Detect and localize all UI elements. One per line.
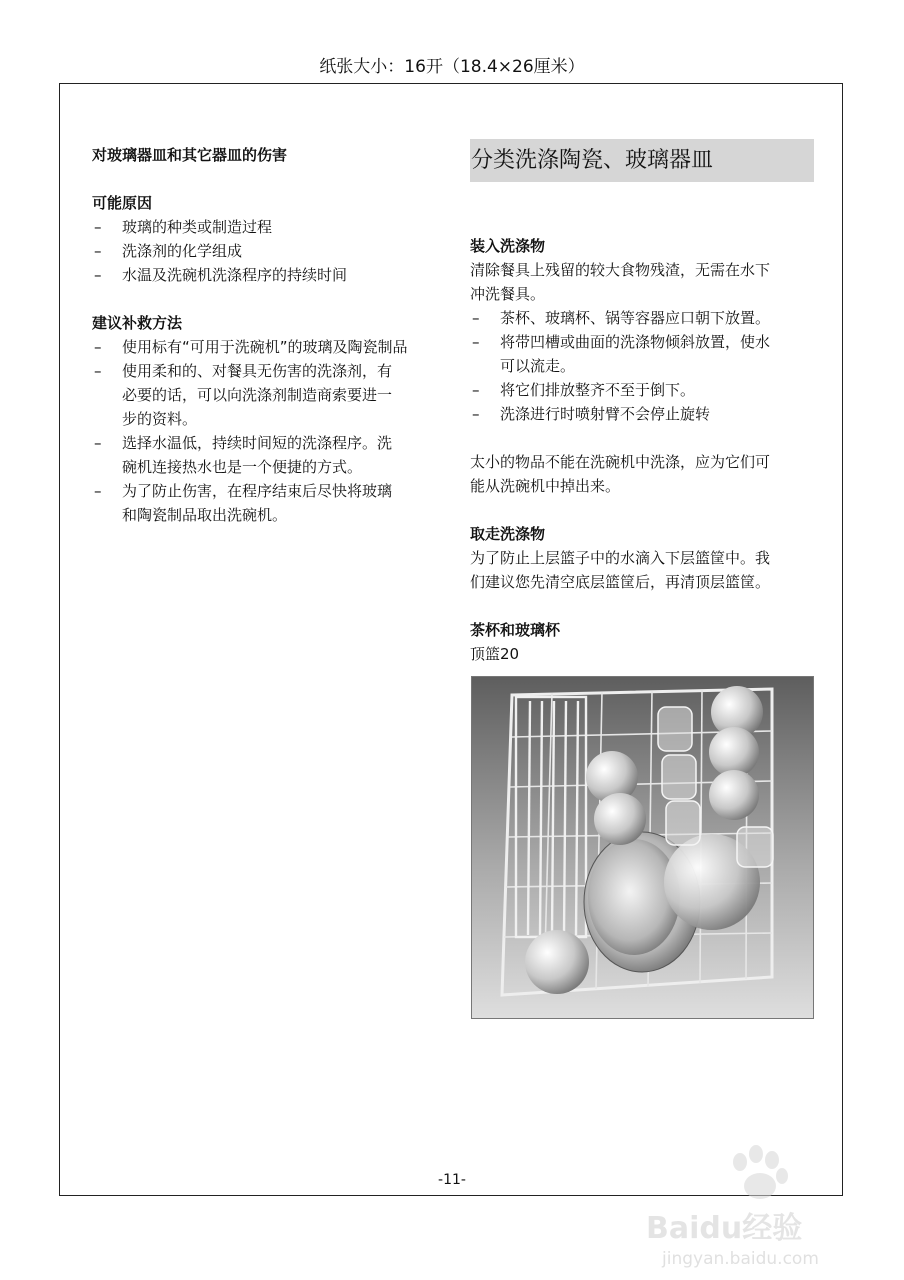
left-column [92, 143, 442, 527]
small-items-note: 太小的物品不能在洗碗机中洗涤，应为它们可 能从洗碗机中掉出来。 [470, 453, 771, 495]
list-item: – 茶杯、玻璃杯、锅等容器应口朝下放置。 [472, 309, 771, 327]
page-number: -11- [438, 1172, 466, 1188]
svg-text:Baidu经验: Baidu经验 [646, 1211, 803, 1246]
loading-heading: 装入洗涤物 [470, 237, 546, 255]
paper-size-header: 纸张大小：16开（18.4×26厘米） [319, 57, 585, 77]
causes-heading: 可能原因 [92, 194, 153, 212]
list-item: – 玻璃的种类或制造过程 [94, 218, 273, 236]
baidu-jingyan-watermark [640, 1142, 870, 1272]
loading-intro: 清除餐具上残留的较大食物残渣，无需在水下 冲洗餐具。 [470, 261, 771, 303]
basket-label: 顶篮20 [470, 645, 520, 663]
list-item: – 水温及洗碗机洗涤程序的持续时间 [94, 266, 348, 284]
damage-title: 对玻璃器皿和其它器皿的伤害 [92, 146, 288, 164]
remedy-list [92, 335, 442, 527]
list-item: – 洗涤进行时喷射臂不会停止旋转 [472, 405, 711, 423]
paw-logo-icon [640, 1142, 870, 1272]
list-item: – 使用标有“可用于洗碗机”的玻璃及陶瓷制品 [94, 338, 408, 356]
remedy-heading: 建议补救方法 [92, 314, 183, 332]
unloading-heading: 取走洗涤物 [470, 525, 546, 543]
upper-basket-image [471, 676, 814, 1019]
list-item: – 为了防止伤害，在程序结束后尽快将玻璃 和陶瓷制品取出洗碗机。 [94, 482, 393, 524]
list-item: – 洗涤剂的化学组成 [94, 242, 243, 260]
causes-list [92, 215, 442, 287]
list-item: – 使用柔和的、对餐具无伤害的洗涤剂，有 必要的话，可以向洗涤剂制造商索要进一 步的资料。 [94, 362, 393, 428]
list-item: – 选择水温低，持续时间短的洗涤程序。洗 碗机连接热水也是一个便捷的方式。 [94, 434, 393, 476]
svg-text:jingyan.baidu.com: jingyan.baidu.com [662, 1249, 819, 1269]
section-title-band: 分类洗涤陶瓷、玻璃器皿 [470, 139, 814, 182]
cups-heading: 茶杯和玻璃杯 [470, 621, 561, 639]
list-item: – 将它们排放整齐不至于倒下。 [472, 381, 696, 399]
unloading-text: 为了防止上层篮子中的水滴入下层篮筐中。我 们建议您先清空底层篮筐后，再清顶层篮筐。 [470, 549, 771, 591]
list-item: – 将带凹槽或曲面的洗涤物倾斜放置，使水 可以流走。 [472, 333, 771, 375]
loading-list [470, 306, 814, 426]
right-column [470, 139, 814, 666]
